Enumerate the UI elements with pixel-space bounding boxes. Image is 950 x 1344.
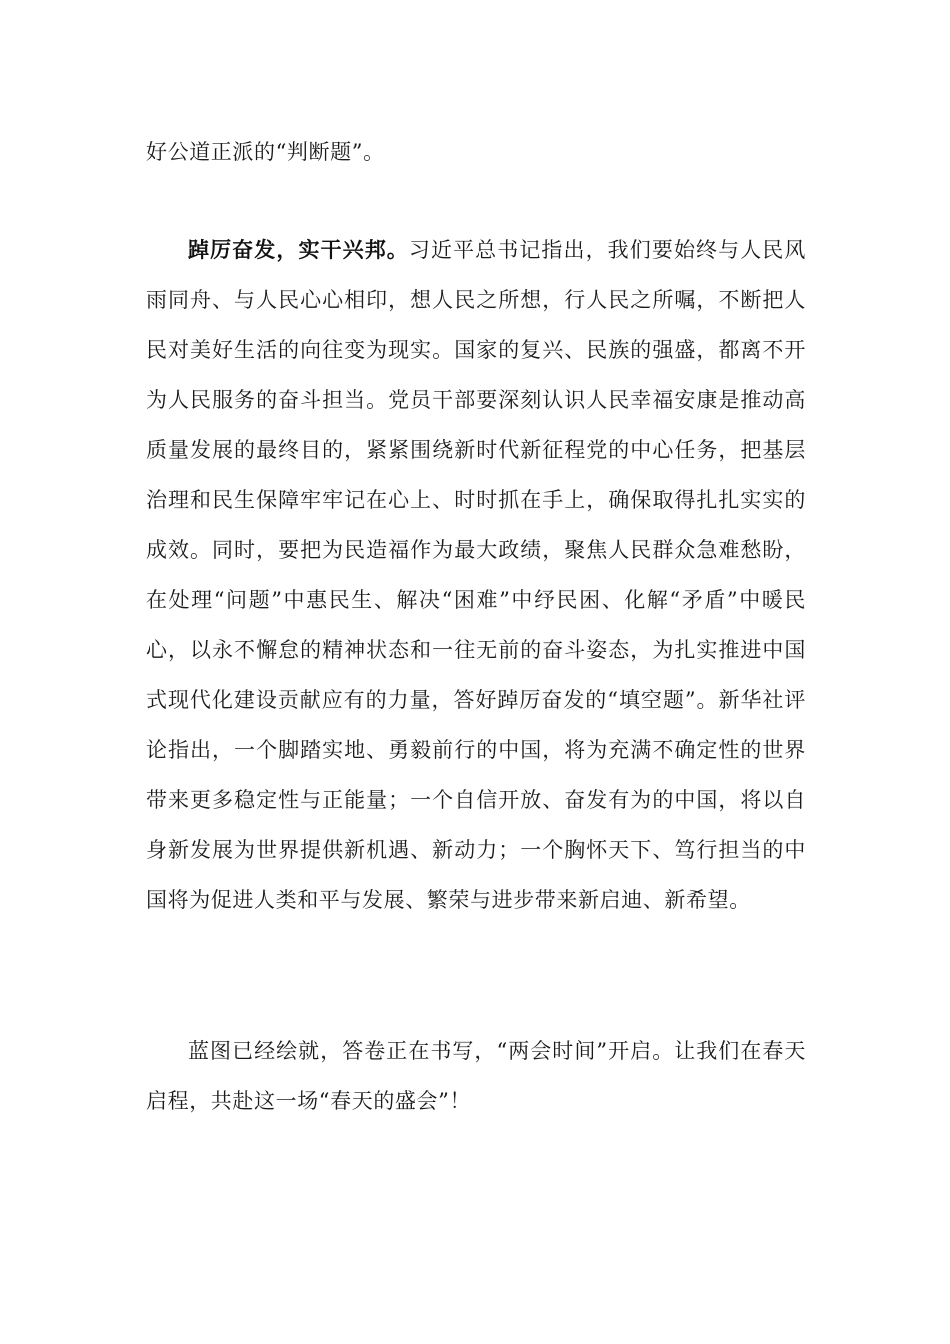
paragraph-continuation xyxy=(146,127,806,177)
paragraph-practical-work xyxy=(146,225,806,925)
paragraph-text: 好公道正派的“判断题”。 xyxy=(146,140,385,164)
paragraph-text: 习近平总书记指出，我们要始终与人民风雨同舟、与人民心心相印，想人民之所想，行人民之所嘱，不断把人民对美好生活的向往变为现实。国家的复兴、民族的强盛，都离不开为人民服务的奋斗担当。党员干部要深刻认识人民幸福安康是推动高质量发展的最终目的，紧紧围绕新时代新征程党的中心任务，把基层治理和民生保障牢牢记在心上、时时抓在手上，确保取得扎扎实实的成效。同时，要把为民造福作为最大政绩，聚焦人民群众急难愁盼，在处理“问题”中惠民生、解决“困难”中纾民困、化解“矛盾”中暖民心，以永不懈怠的精神状态和一往无前的奋斗姿态，为扎实推进中国式现代化建设贡献应有的力量，答好踔厉奋发的“填空题”。新华社评论指出，一个脚踏实地、勇毅前行的中国，将为充满不确定性的世界带来更多稳定性与正能量；一个自信开放、奋发有为的中国，将以自身新发展为世界提供新机遇、新动力；一个胸怀天下、笃行担当的中国将为促进人类和平与发展、繁荣与进步带来新启迪、新希望。 xyxy=(146,238,806,912)
paragraph-lead-heading: 踔厉奋发，实干兴邦。 xyxy=(188,237,409,262)
paragraph-closing xyxy=(146,1026,806,1126)
paragraph-text: 蓝图已经绘就，答卷正在书写，“两会时间”开启。让我们在春天启程，共赴这一场“春天的盛会”！ xyxy=(146,1039,806,1113)
